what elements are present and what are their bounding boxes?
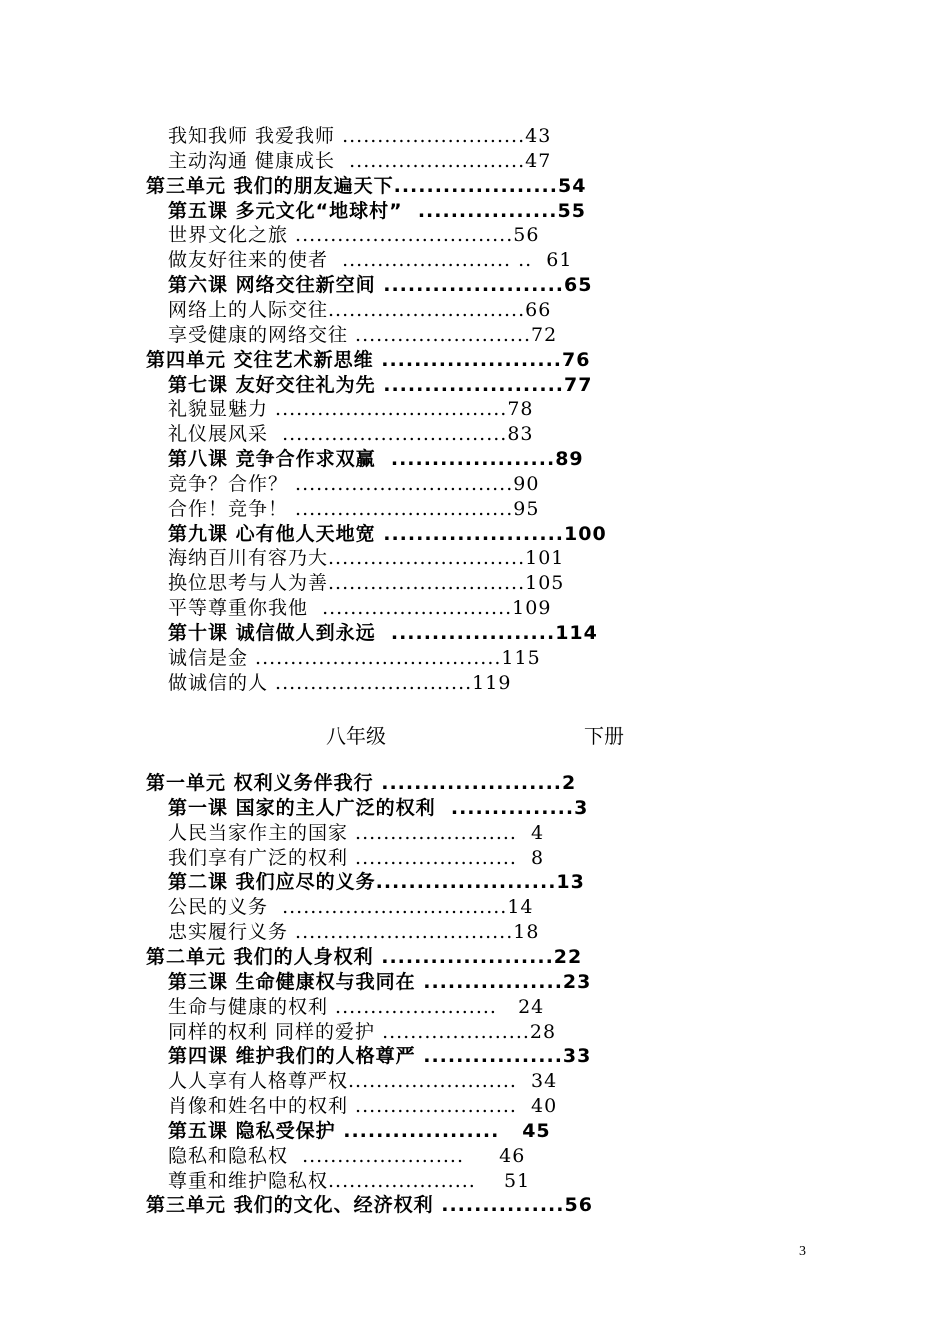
grade-heading: 八年级 bbox=[326, 724, 386, 748]
toc-entry-topic: 换位思考与人为善............................105 bbox=[168, 572, 565, 595]
toc-entry-unit: 第三单元 我们的文化、经济权利 ...............56 bbox=[146, 1194, 593, 1217]
toc-entry-unit: 第四单元 交往艺术新思维 ......................76 bbox=[146, 348, 591, 371]
toc-entry-unit: 第二单元 我们的人身权利 .....................22 bbox=[146, 945, 583, 968]
toc-entry-topic: 海纳百川有容乃大............................101 bbox=[168, 547, 565, 570]
toc-entry-topic: 礼仪展风采 ................................83 bbox=[168, 423, 534, 446]
toc-entry-topic: 世界文化之旅 ...............................56 bbox=[168, 224, 540, 247]
toc-entry-topic: 我知我师 我爱我师 ..........................43 bbox=[168, 125, 552, 147]
page-number: 3 bbox=[799, 1244, 806, 1259]
toc-entry-lesson: 第五课 隐私受保护 ................... 45 bbox=[168, 1119, 551, 1142]
toc-entry-lesson: 第二课 我们应尽的义务......................13 bbox=[168, 871, 585, 894]
toc-entry-topic: 竞争？合作？ ...............................90 bbox=[168, 472, 540, 495]
toc-entry-lesson: 第六课 网络交往新空间 ......................65 bbox=[168, 274, 593, 297]
toc-entry-topic: 隐私和隐私权 ....................... 46 bbox=[168, 1144, 526, 1167]
toc-entry-topic: 人人享有人格尊严权........................ 34 bbox=[168, 1070, 558, 1093]
toc-entry-lesson: 第九课 心有他人天地宽 ......................100 bbox=[168, 522, 607, 545]
toc-entry-lesson: 第七课 友好交往礼为先 ......................77 bbox=[168, 373, 593, 396]
toc-entry-topic: 人民当家作主的国家 ....................... 4 bbox=[168, 821, 545, 844]
toc-entry-topic: 主动沟通 健康成长 .........................47 bbox=[168, 149, 552, 172]
toc-entry-topic: 礼貌显魅力 .................................78 bbox=[168, 398, 534, 421]
toc-entry-topic: 合作！竞争！ ...............................95 bbox=[168, 497, 540, 520]
toc-entry-lesson: 第三课 生命健康权与我同在 .................23 bbox=[168, 970, 592, 993]
toc-entry-lesson: 第五课 多元文化“地球村” .................55 bbox=[168, 199, 586, 222]
toc-entry-topic: 肖像和姓名中的权利 ....................... 40 bbox=[168, 1095, 558, 1118]
toc-entry-topic: 享受健康的网络交往 .........................72 bbox=[168, 323, 558, 346]
toc-entry-lesson: 第十课 诚信做人到永远 ....................114 bbox=[168, 622, 598, 644]
toc-entry-topic: 平等尊重你我他 ...........................109 bbox=[168, 597, 552, 620]
toc-entry-topic: 同样的权利 同样的爱护 .....................28 bbox=[168, 1020, 557, 1043]
volume-heading: 下册 bbox=[584, 724, 624, 748]
toc-entry-topic: 生命与健康的权利 ....................... 24 bbox=[168, 995, 545, 1018]
toc-entry-topic: 做诚信的人 ............................119 bbox=[168, 671, 512, 694]
toc-entry-topic: 忠实履行义务 ...............................18 bbox=[168, 921, 540, 944]
toc-entry-topic: 网络上的人际交往............................66 bbox=[168, 298, 552, 321]
toc-entry-lesson: 第四课 维护我们的人格尊严 .................33 bbox=[168, 1045, 592, 1068]
toc-entry-unit: 第一单元 权利义务伴我行 ......................2 bbox=[146, 772, 577, 794]
toc-entry-topic: 做友好往来的使者 ........................ .. 61 bbox=[168, 249, 573, 272]
toc-entry-lesson: 第一课 国家的主人广泛的权利 ...............3 bbox=[168, 796, 589, 819]
toc-entry-topic: 诚信是金 ...................................115 bbox=[168, 646, 541, 669]
toc-entry-lesson: 第八课 竞争合作求双赢 ....................89 bbox=[168, 448, 584, 471]
toc-entry-topic: 公民的义务 ................................14 bbox=[168, 896, 534, 919]
toc-entry-topic: 我们享有广泛的权利 ....................... 8 bbox=[168, 846, 545, 869]
toc-entry-unit: 第三单元 我们的朋友遍天下....................54 bbox=[146, 174, 587, 197]
toc-entry-topic: 尊重和维护隐私权..................... 51 bbox=[168, 1169, 531, 1192]
